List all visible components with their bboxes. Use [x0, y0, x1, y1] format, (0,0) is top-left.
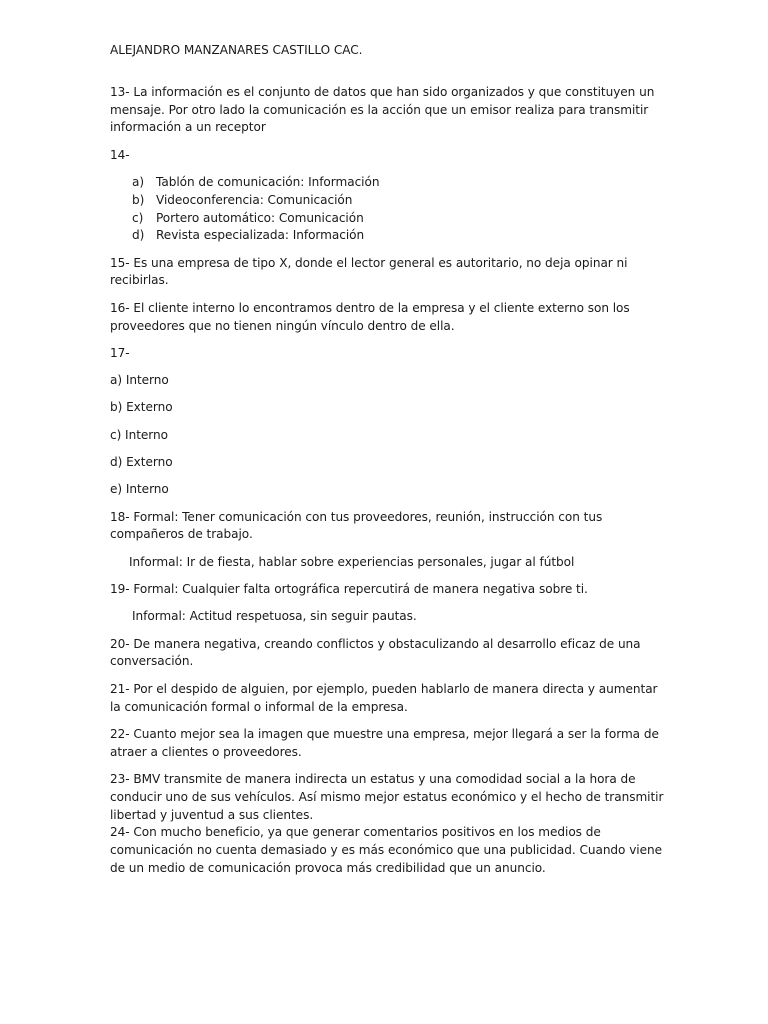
author-header: ALEJANDRO MANZANARES CASTILLO CAC.	[110, 43, 363, 57]
list-item-text: Videoconferencia: Comunicación	[156, 192, 353, 207]
answer-16: 16- El cliente interno lo encontramos dentro de la empresa y el cliente externo son los proveedores que no tienen ningún vínculo dentro de ella.	[110, 300, 630, 333]
answer-18-informal: Informal: Ir de fiesta, hablar sobre experiencias personales, jugar al fútbol	[129, 554, 575, 569]
answer-20: 20- De manera negativa, creando conflictos y obstaculizando al desarrollo eficaz de una conversación.	[110, 636, 641, 669]
list-item	[110, 210, 670, 228]
list-marker: d)	[132, 228, 145, 243]
answer-19-formal: 19- Formal: Cualquier falta ortográfica repercutirá de manera negativa sobre ti.	[110, 582, 588, 597]
answer-24: 24- Con mucho beneficio, ya que generar comentarios positivos en los medios de comunicación no cuenta demasiado y es más económico que una publicidad. Cuando viene de un medio de comunicación provoca más credibilidad que un anuncio.	[110, 825, 663, 875]
answer-13: 13- La información es el conjunto de datos que han sido organizados y que constituyen un mensaje. Por otro lado la comunicación es la acción que un emisor realiza para transmitir información a un receptor	[110, 84, 655, 135]
answer-23: 23- BMV transmite de manera indirecta un estatus y una comodidad social a la hora de conducir uno de sus vehículos. Así mismo mejor estatus económico y el hecho de transmitir libertad y juventud a sus clientes.	[110, 771, 664, 822]
list-marker: b)	[132, 192, 145, 207]
answer-19-informal: Informal: Actitud respetuosa, sin seguir pautas.	[132, 609, 417, 624]
answer-15: 15- Es una empresa de tipo X, donde el lector general es autoritario, no deja opinar ni recibirlas.	[110, 255, 628, 288]
answer-17-item: d) Externo	[110, 455, 173, 470]
list-item	[110, 227, 670, 245]
answer-17-item: b) Externo	[110, 400, 173, 415]
answer-17-item: e) Interno	[110, 482, 169, 497]
answer-22: 22- Cuanto mejor sea la imagen que muestre una empresa, mejor llegará a ser la forma de atraer a clientes o proveedores.	[110, 726, 659, 759]
answer-17-item: a) Interno	[110, 373, 169, 388]
answer-14-list	[110, 174, 670, 245]
list-item-text: Revista especializada: Información	[156, 228, 365, 243]
answer-17-item: c) Interno	[110, 427, 168, 442]
list-item-text: Tablón de comunicación: Información	[156, 174, 380, 189]
answer-21: 21- Por el despido de alguien, por ejemplo, pueden hablarlo de manera directa y aumentar la comunicación formal o informal de la empresa.	[110, 681, 658, 714]
list-marker: a)	[132, 174, 145, 189]
answer-18-formal: 18- Formal: Tener comunicación con tus proveedores, reunión, instrucción con tus compañeros de trabajo.	[110, 509, 603, 542]
answer-17-label: 17-	[110, 345, 130, 360]
list-item-text: Portero automático: Comunicación	[156, 210, 364, 225]
list-item	[110, 192, 670, 210]
answer-14-label: 14-	[110, 147, 130, 162]
list-marker: c)	[132, 210, 144, 225]
list-item	[110, 174, 670, 192]
document-page	[110, 42, 670, 887]
